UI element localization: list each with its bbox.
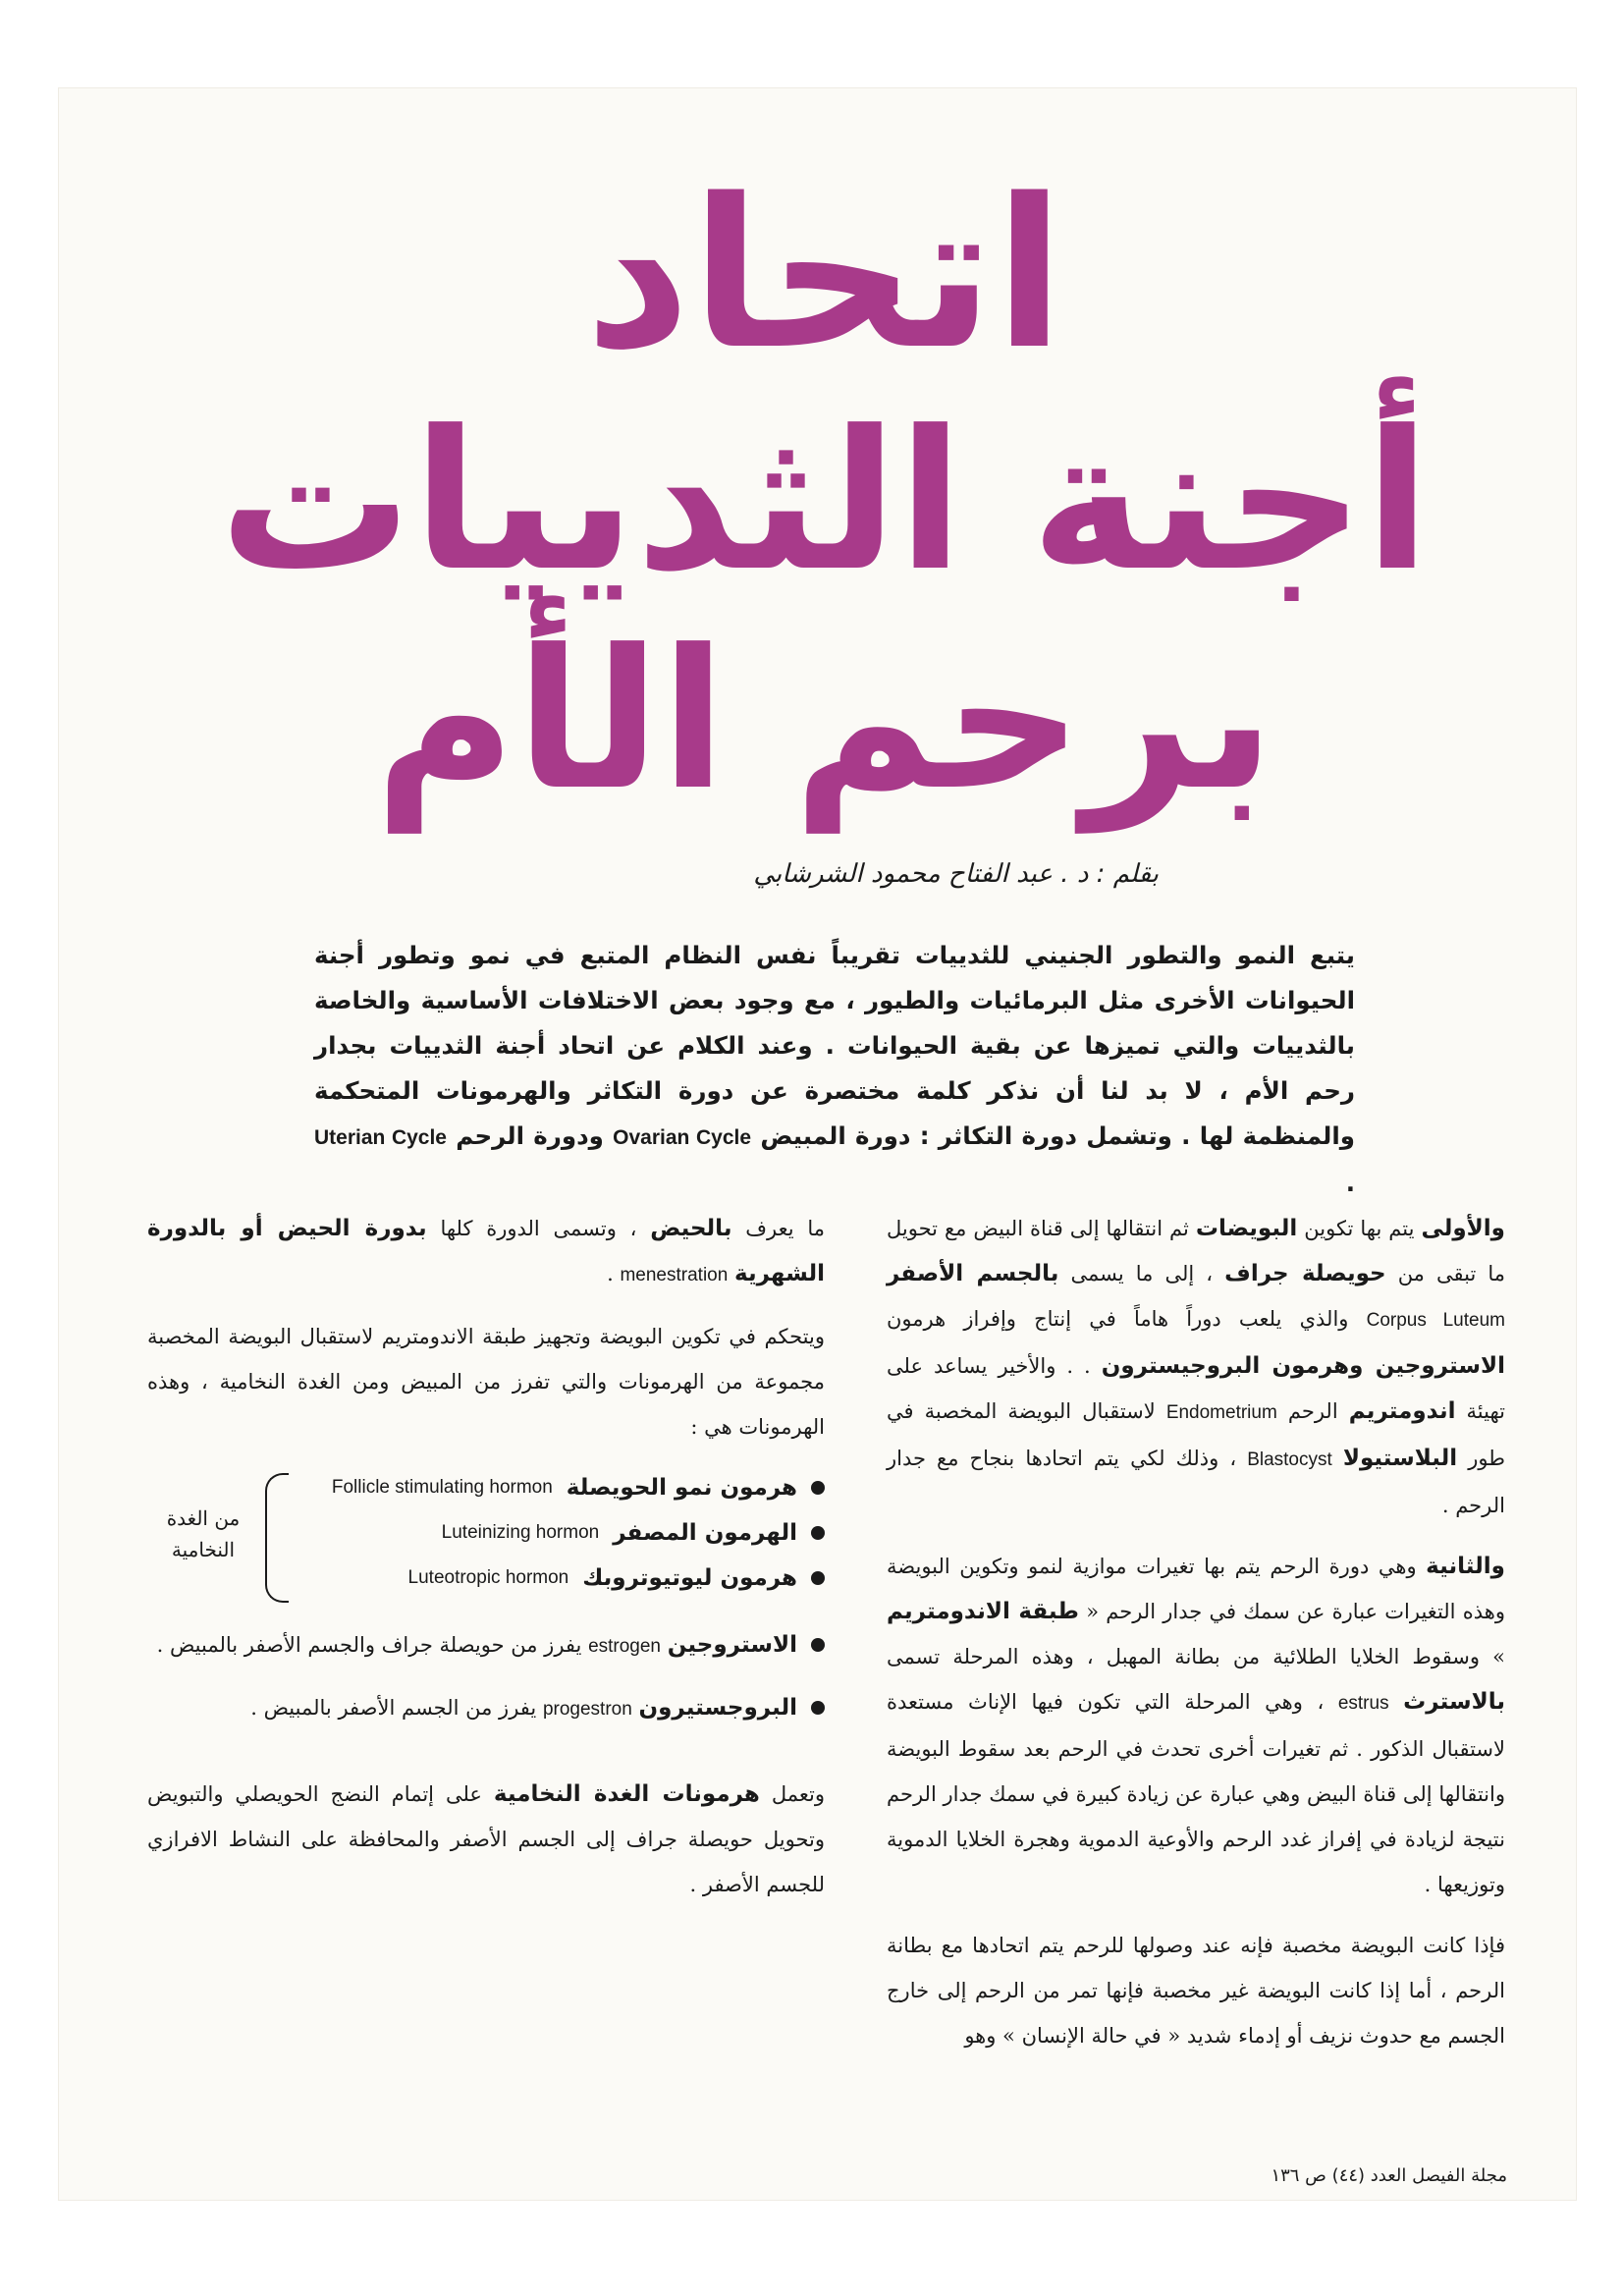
estrogen-ar: الاستروجين	[667, 1632, 797, 1658]
estrogen-item	[147, 1622, 825, 1669]
p1-b1: البويضات	[1195, 1216, 1298, 1241]
hormone-en: Luteinizing hormon	[441, 1522, 600, 1543]
lp3-t1: وتعمل	[771, 1782, 825, 1806]
p1-b6: البلاستيولا	[1342, 1446, 1458, 1471]
estrogen-en: estrogen	[588, 1636, 662, 1657]
brace-icon	[265, 1473, 289, 1603]
p2-b2: بالاسترث	[1403, 1689, 1505, 1715]
p1-t7: لاستقبال البويضة المخصبة في طور	[887, 1399, 1505, 1470]
intro-paragraph	[314, 933, 1355, 1206]
progesterone-en: progestron	[542, 1699, 632, 1720]
intro-mid: ودورة الرحم	[456, 1121, 604, 1150]
hormone-item	[295, 1556, 825, 1601]
author-byline: بقلم : د . عبد الفتاح محمود الشرشابي	[753, 859, 1159, 889]
right-paragraph-3: فإذا كانت البويضة مخصبة فإنه عند وصولها للرحم يتم اتحادها مع بطانة الرحم ، أما إذا كانت البويضة غير مخصبة فإنها تمر من الرحم إلى خارج الجسم مع حدوث نزيف أو إدماء شديد « في حالة الإنسان » وهو	[887, 1934, 1505, 2048]
p1-t5: . . والأخير يساعد على تهيئة	[887, 1354, 1506, 1423]
hormone-list	[295, 1465, 825, 1603]
right-paragraph-1	[887, 1206, 1505, 1528]
hormone-en: Follicle stimulating hormon	[331, 1477, 553, 1498]
intro-end: .	[1345, 1169, 1355, 1197]
bullet-icon	[811, 1638, 825, 1652]
lp1-b2: بدورة الحيض أو بالدورة الشهرية	[147, 1216, 825, 1286]
intro-uterian-en: Uterian Cycle	[314, 1126, 447, 1149]
p1-b2: حويصلة جراف	[1224, 1261, 1386, 1286]
hormone-en: Luteotropic hormon	[407, 1567, 569, 1588]
magazine-page	[59, 88, 1576, 2200]
hormone-item	[295, 1510, 825, 1556]
lp3-b1: هرمونات الغدة النخامية	[493, 1781, 760, 1807]
bullet-icon	[811, 1526, 825, 1540]
lp1-en1: menestration	[620, 1265, 729, 1285]
lp1-t2: ، وتسمى الدورة كلها	[440, 1217, 637, 1240]
bullet-icon	[811, 1701, 825, 1715]
article-title	[152, 154, 1497, 834]
p2-t2: » وسقوط الخلايا الطلائية من بطانة المهبل ، وهذه المرحلة تسمى	[887, 1645, 1505, 1668]
p2-en1: estrus	[1337, 1693, 1389, 1714]
estrogen-text: يفرز من حويصلة جراف والجسم الأصفر بالمبيض .	[156, 1633, 582, 1657]
p1-t1: يتم بها تكوين	[1304, 1217, 1415, 1240]
right-column	[887, 1206, 1505, 2074]
hormone-ar: الهرمون المصفر	[613, 1520, 797, 1546]
p2-b1: طبقة الاندومتريم	[887, 1599, 1079, 1624]
bullet-icon	[811, 1571, 825, 1585]
p1-lead: والأولى	[1421, 1216, 1505, 1241]
p1-t2: ثم انتقالها إلى قناة البيض مع تحويل ما تبقى من	[887, 1217, 1505, 1285]
left-paragraph-2: ويتحكم في تكوين البويضة وتجهيز طبقة الاندومتريم لاستقبال البويضة المخصبة مجموعة من الهرمونات والتي تفرز من المبيض ومن الغدة النخامية ، وهذه الهرمونات هي :	[147, 1325, 825, 1439]
p1-en3: Blastocyst	[1247, 1449, 1332, 1470]
intro-text: يتبع النمو والتطور الجنيني للثدييات تقريباً نفس النظام المتبع في نمو وتطور أجنة الحيوانات الأخرى مثل البرمائيات والطيور ، مع وجود بعض الاختلافات الأساسية والخاصة بالثدييات والتي تميزها عن بقية الحيوانات . وعند الكلام عن اتحاد أجنة الثدييات بجدار رحم الأم ، لا بد لنا أن نذكر كلمة مختصرة عن دورة التكاثر والهرمونات المتحكمة والمنظمة لها . وتشمل دورة التكاثر : دورة المبيض	[314, 941, 1356, 1150]
lp3-t2: على إتمام النضج الحويصلي والتبويض وتحويل حويصلة جراف إلى الجسم الأصفر والمحافظة على النشاط الافرازي للجسم الأصفر .	[147, 1782, 825, 1896]
pituitary-hormones	[147, 1465, 825, 1603]
progesterone-text: يفرز من الجسم الأصفر بالمبيض .	[250, 1696, 537, 1720]
brace-label	[149, 1465, 257, 1603]
right-paragraph-2	[887, 1544, 1505, 1907]
left-column	[147, 1206, 825, 1923]
left-paragraph-3	[147, 1772, 825, 1907]
p1-b5: اندومتريم	[1348, 1398, 1456, 1424]
p1-b4: الاستروجين وهرمون البروجيسترون	[1101, 1353, 1505, 1379]
title-line-3: برحم الأم	[374, 609, 1275, 834]
p1-t3: ، إلى ما يسمى	[1070, 1262, 1214, 1285]
title-line-2: أجنة الثدييات	[219, 389, 1431, 614]
bullet-icon	[811, 1481, 825, 1495]
progesterone-ar: البروجستيرون	[638, 1695, 797, 1721]
progesterone-item	[147, 1685, 825, 1732]
p1-en2: Endometrium	[1165, 1402, 1277, 1423]
left-paragraph-1	[147, 1206, 825, 1298]
p1-t6: الرحم	[1287, 1399, 1338, 1423]
p2-t3: ، وهي المرحلة التي تكون فيها الإناث مستعدة لاستقبال الذكور . ثم تغيرات أخرى تحدث في الرحم بعد سقوط البويضة وانتقالها إلى قناة البيض وهي عبارة عن زيادة كبيرة في سمك جدار الرحم نتيجة لزيادة في إفراز غدد الرحم والأوعية الدموية وهجرة الخلايا الدموية وتوزيعها .	[887, 1690, 1505, 1896]
p2-t1: وهي دورة الرحم يتم بها تغيرات موازية لنمو وتكوين البويضة وهذه التغيرات عبارة عن سمك في جدار الرحم «	[887, 1555, 1505, 1623]
title-line-1: اتحاد	[584, 154, 1065, 395]
brace-label-line-2: النخامية	[171, 1538, 236, 1561]
lp1-t1: ما يعرف	[745, 1217, 825, 1240]
hormone-item	[295, 1465, 825, 1510]
lp1-b1: بالحيض	[650, 1216, 732, 1241]
page-footer: مجلة الفيصل العدد (٤٤) ص ١٣٦	[1271, 2165, 1507, 2186]
brace-label-line-1: من الغدة	[166, 1506, 241, 1530]
p2-lead: والثانية	[1426, 1554, 1505, 1579]
p1-en1: Corpus Luteum	[1366, 1310, 1505, 1331]
lp1-end: .	[607, 1262, 614, 1285]
hormone-ar: هرمون ليوتيوتروبك	[582, 1565, 797, 1591]
hormone-ar: هرمون نمو الحويصلة	[566, 1475, 797, 1501]
intro-ovarian-en: Ovarian Cycle	[613, 1126, 752, 1149]
p1-t4: والذي يلعب دوراً هاماً في إنتاج وإفراز هرمون	[887, 1307, 1349, 1331]
p1-b3: بالجسم الأصفر	[887, 1261, 1059, 1286]
p1-t8: ، وذلك لكي يتم اتحادها بنجاح مع جدار الرحم .	[887, 1447, 1505, 1517]
